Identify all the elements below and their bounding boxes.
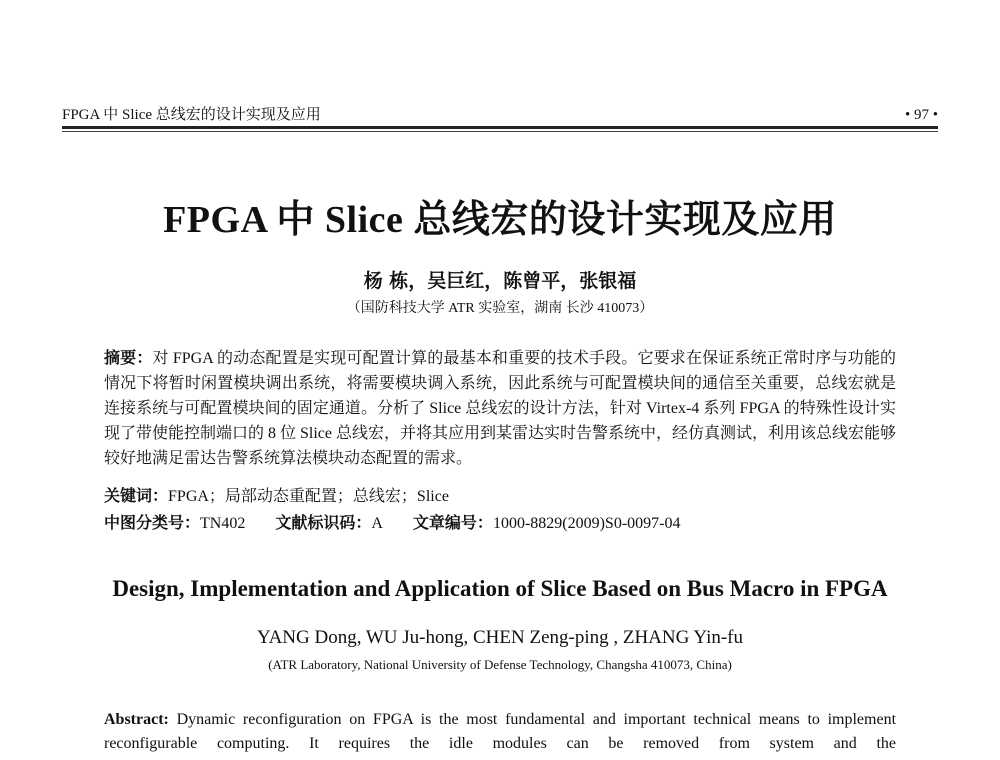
clc-value: TN402 (200, 515, 246, 532)
article-number-label: 文章编号： (412, 513, 493, 532)
abstract-english (104, 708, 896, 756)
article-number-value: 1000-8829(2009)S0-0097-04 (492, 515, 681, 532)
classification-line (104, 510, 896, 536)
header-rule (62, 126, 938, 129)
abstract-english-label: Abstract: (104, 711, 169, 728)
abstract-chinese-label: 摘要： (104, 348, 153, 367)
doc-code-value: A (371, 515, 383, 532)
abstract-chinese-text: 对 FPGA 的动态配置是实现可配置计算的最基本和重要的技术手段。它要求在保证系统正常时序与功能的情况下将暂时闲置模块调出系统，将需要模块调入系统，因此系统与可配置模块间的通信至关重要，总线宏就是连接系统与可配置模块间的固定通道。分析了 Slice 总线宏的设计方法，针对 Virtex-4 系列 FPGA 的特殊性设计实现了带使能控制端口的 8 位 Slice 总线宏，并将其应用到某雷达实时告警系统中，经仿真测试，利用该总线宏能够较好地满足雷达告警系统算法模块动态配置的需求。 (104, 350, 896, 467)
doc-code-label: 文献标识码： (275, 513, 372, 532)
page-number: • 97 • (904, 107, 938, 123)
running-header (62, 103, 938, 124)
abstract-chinese (104, 345, 896, 471)
paper-title-english: Design, Implementation and Application of Slice Based on Bus Macro in FPGA (112, 576, 888, 601)
running-header-title: FPGA 中 Slice 总线宏的设计实现及应用 (62, 107, 321, 123)
keywords-chinese (104, 483, 896, 509)
authors-english: YANG Dong, WU Ju-hong, CHEN Zeng-ping , ZHANG Yin-fu (256, 627, 744, 648)
affiliation-english: (ATR Laboratory, National University of Defense Technology, Changsha 410073, China) (268, 657, 732, 672)
keywords-label: 关键词： (104, 486, 169, 505)
affiliation-chinese: （国防科技大学 ATR 实验室，湖南 长沙 410073） (346, 301, 654, 316)
keywords-text: FPGA；局部动态重配置；总线宏；Slice (168, 488, 449, 505)
abstract-english-text: Dynamic reconfiguration on FPGA is the most fundamental and important technical means to implement reconfigurable computing. It requires the idle modules can be removed from system and the (104, 711, 897, 752)
authors-chinese: 杨 栋，吴巨红，陈曾平，张银福 (363, 270, 637, 292)
header-rule-thin (62, 131, 938, 132)
clc-label: 中图分类号： (104, 513, 201, 532)
paper-title-chinese: FPGA 中 Slice 总线宏的设计实现及应用 (163, 199, 837, 241)
